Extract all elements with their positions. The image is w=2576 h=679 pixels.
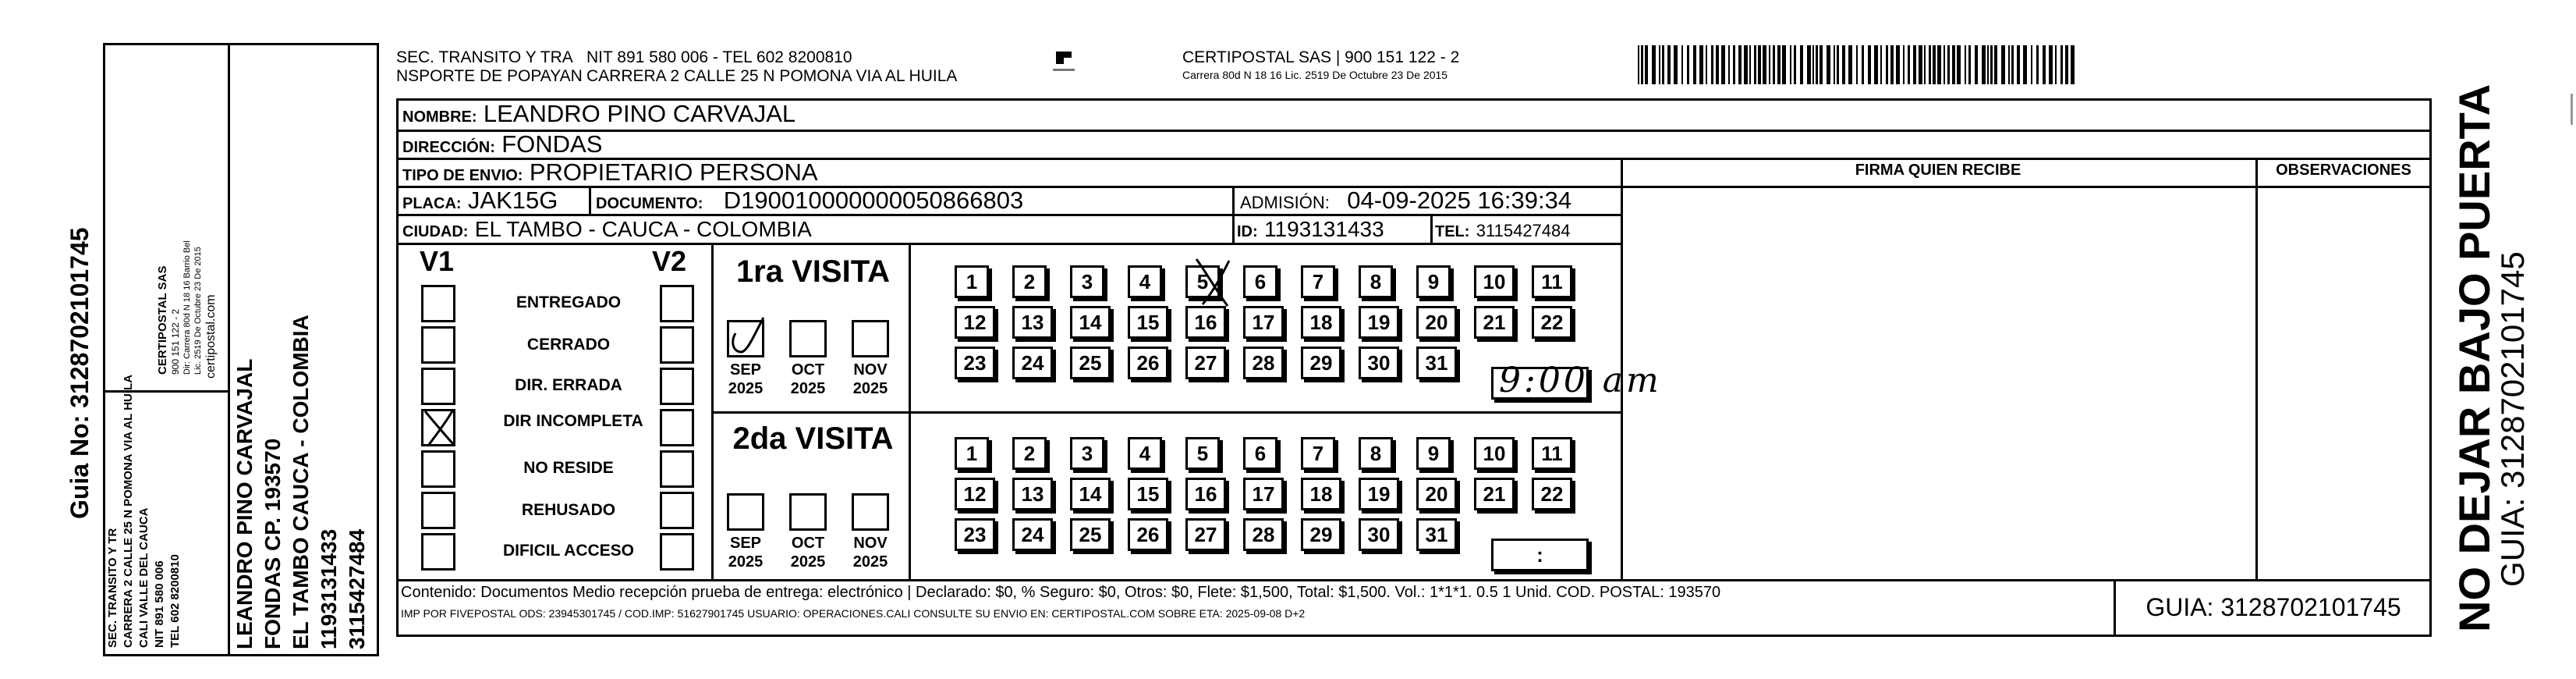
day-box-8[interactable]: 8 (1359, 437, 1393, 470)
placa-value: JAK15G (467, 187, 558, 214)
barcode-bar (1913, 45, 1916, 84)
first-month-label-oct: OCT 2025 (790, 361, 826, 397)
stub-guia-number: Guia No: 3128702101745 (66, 227, 94, 519)
v1-checkbox-cerrado[interactable] (421, 326, 455, 364)
barcode-bar (1862, 45, 1864, 84)
v1-checkbox-dir-incompleta[interactable] (421, 409, 455, 446)
day-box-17[interactable]: 17 (1243, 306, 1284, 339)
day-box-24[interactable]: 24 (1012, 347, 1053, 379)
status-label-rehusado: REHUSADO (521, 501, 616, 519)
barcode-bar (2011, 45, 2014, 84)
day-box-14[interactable]: 14 (1070, 306, 1111, 339)
v2-checkbox-dir-incompleta[interactable] (660, 409, 694, 446)
col-line (1232, 186, 1235, 215)
v2-checkbox-dificil-acceso[interactable] (660, 533, 694, 571)
row-line (396, 579, 2432, 581)
barcode-bar (1848, 45, 1852, 84)
certipostal-logo-icon (1051, 47, 1076, 78)
day-box-22[interactable]: 22 (1532, 306, 1572, 339)
direccion-value: FONDAS (501, 130, 603, 158)
barcode-bar (2008, 45, 2010, 84)
barcode-bar (1827, 45, 1830, 84)
status-label-no-reside: NO RESIDE (523, 459, 614, 477)
barcode-bar (1819, 45, 1823, 84)
second-month-label-sep: SEP 2025 (728, 535, 764, 571)
barcode-icon (1638, 45, 2075, 84)
stub-recipient-line: EL TAMBO CAUCA - COLOMBIA (289, 315, 313, 649)
col-line (2255, 158, 2258, 579)
v1-checkbox-dir-errada[interactable] (421, 368, 455, 405)
col-line (1232, 214, 1235, 243)
barcode-bar (1800, 45, 1803, 84)
id-value: 1193131433 (1264, 217, 1384, 241)
v2-checkbox-entregado[interactable] (660, 285, 694, 322)
day-box-21[interactable]: 21 (1474, 306, 1515, 339)
barcode-bar (2055, 45, 2057, 84)
id-row (1237, 215, 1384, 246)
first-visit-title: 1ra VISITA (735, 254, 891, 289)
barcode-bar (1782, 45, 1786, 84)
barcode-bar (1952, 45, 1955, 84)
barcode-bar (2031, 45, 2032, 84)
status-label-entregado: ENTREGADO (516, 293, 622, 311)
day-box-31[interactable]: 31 (1416, 347, 1457, 379)
barcode-bar (1937, 45, 1941, 84)
barcode-bar (1667, 45, 1671, 84)
barcode-bar (1706, 45, 1707, 84)
barcode-bar (2071, 45, 2075, 84)
v1-checkbox-no-reside[interactable] (421, 450, 455, 488)
barcode-bar (1965, 45, 1966, 84)
barcode-bar (2036, 45, 2039, 84)
day-box-1[interactable]: 1 (955, 265, 989, 298)
barcode-bar (1874, 45, 1878, 84)
day-box-18[interactable]: 18 (1301, 478, 1341, 510)
stub-recipient-line: LEANDRO PINO CARVAJAL (232, 358, 257, 649)
footer-line1: Contenido: Documentos Medio recepción prueba de entrega: electrónico | Declarado: $0, % Seguro: $0, Otros: $0, Flete: $1,500, Total: $1,500. Vol.: 1*1*1. 0.5 1 Unid. COD. POSTAL: 193570 (401, 584, 1721, 601)
barcode-bar (2043, 45, 2046, 84)
stub-divider (228, 43, 230, 656)
first-month-label-sep: SEP 2025 (728, 361, 764, 397)
second-month-box-oct[interactable] (789, 493, 827, 531)
day-box-23[interactable]: 23 (955, 518, 995, 551)
barcode-bar (1749, 45, 1751, 84)
tipo-row (402, 158, 818, 190)
barcode-bar (1681, 45, 1683, 84)
day-box-19[interactable]: 19 (1359, 306, 1399, 339)
barcode-bar (1777, 45, 1781, 84)
barcode-bar (1641, 45, 1643, 84)
stub-sender-line: NIT 891 580 006 (153, 560, 166, 648)
header-certi-line2: Carrera 80d N 18 16 Lic. 2519 De Octubre 23 De 2015 (1182, 69, 1448, 81)
day-box-7[interactable]: 7 (1301, 437, 1335, 470)
documento-value: D190010000000050866803 (723, 187, 1024, 214)
documento-row (596, 187, 1023, 218)
direccion-label: DIRECCIÓN: (402, 139, 495, 156)
day-box-18[interactable]: 18 (1301, 306, 1341, 339)
ciudad-row (402, 215, 812, 246)
day-box-19[interactable]: 19 (1359, 478, 1399, 510)
stub-web: certipostal.com (204, 294, 218, 379)
edge-mark (2571, 94, 2573, 125)
footer-line2: IMP POR FIVEPOSTAL ODS: 23945301745 / COD.IMP: 51627901745 USUARIO: OPERACIONES.CALI CONSULTE SU ENVIO EN: CERTIPOSTAL.COM SOBRE ETA: 2025-09-08 D+2 (401, 607, 1306, 620)
first-visit-handwritten-time: 9:00 am (1499, 361, 1662, 400)
header-sender-line1: SEC. TRANSITO Y TRA (396, 48, 573, 66)
day-box-12[interactable]: 12 (955, 306, 995, 339)
barcode-bar (1957, 45, 1961, 84)
barcode-bar (1990, 45, 1993, 84)
barcode-bar (1982, 45, 1986, 84)
day-box-6[interactable]: 6 (1243, 265, 1277, 298)
barcode-bar (1728, 45, 1730, 84)
barcode-bar (1790, 45, 1791, 84)
barcode-bar (1659, 45, 1660, 84)
barcode-bar (1890, 45, 1894, 84)
barcode-bar (1711, 45, 1713, 84)
tel-row (1435, 215, 1571, 246)
day-box-11[interactable]: 11 (1532, 437, 1572, 470)
day-box-8[interactable]: 8 (1359, 265, 1393, 298)
day-box-15[interactable]: 15 (1128, 478, 1168, 510)
handwritten-check-mark-icon (725, 313, 771, 360)
v2-label: V2 (652, 245, 687, 277)
barcode-bar (1693, 45, 1696, 84)
barcode-bar (1721, 45, 1725, 84)
placa-row (402, 187, 558, 218)
footer-guia: GUIA: 3128702101745 (2145, 593, 2401, 621)
stub-certi-line: CERTIPOSTAL SAS (156, 265, 169, 375)
tel-label: TEL: (1435, 223, 1470, 240)
barcode-bar (1662, 45, 1664, 84)
barcode-bar (1968, 45, 1971, 84)
day-box-23[interactable]: 23 (955, 347, 995, 379)
direccion-row (402, 130, 602, 162)
status-label-dificil-acceso: DIFICIL ACCESO (502, 542, 634, 560)
day-box-28[interactable]: 28 (1243, 347, 1284, 379)
day-box-31[interactable]: 31 (1416, 518, 1457, 551)
stub-sender-line: CARRERA 2 CALLE 25 N POMONA VIA AL HUILA (122, 374, 135, 648)
day-box-16[interactable]: 16 (1185, 306, 1226, 339)
barcode-bar (1645, 45, 1648, 84)
second-visit-title: 2da VISITA (732, 421, 894, 456)
visit-split (711, 411, 1621, 414)
barcode-bar (1674, 45, 1678, 84)
day-box-28[interactable]: 28 (1243, 518, 1284, 551)
barcode-bar (2049, 45, 2053, 84)
barcode-bar (1744, 45, 1748, 84)
barcode-bar (1837, 45, 1839, 84)
day-box-11[interactable]: 11 (1532, 265, 1572, 298)
tipo-value: PROPIETARIO PERSONA (529, 158, 818, 186)
first-month-box-nov[interactable] (852, 320, 889, 357)
stub-sender-line: SEC. TRANSITO Y TR (106, 528, 119, 648)
day-box-22[interactable]: 22 (1532, 478, 1572, 510)
barcode-bar (1842, 45, 1845, 84)
day-box-14[interactable]: 14 (1070, 478, 1111, 510)
barcode-bar (1652, 45, 1656, 84)
barcode-bar (1868, 45, 1871, 84)
barcode-bar (1758, 45, 1761, 84)
barcode-bar (1896, 45, 1900, 84)
barcode-bar (1773, 45, 1775, 84)
admision-row (1240, 187, 1571, 217)
admision-value: 04-09-2025 16:39:34 (1347, 187, 1572, 214)
second-visit-time-box[interactable]: : (1491, 539, 1589, 571)
day-box-9[interactable]: 9 (1416, 437, 1451, 470)
barcode-bar (1699, 45, 1703, 84)
tel-value: 3115427484 (1476, 221, 1571, 240)
barcode-bar (1944, 45, 1945, 84)
stub-certi-line: Lic. 2519 De Octubre 23 De 2015 (193, 247, 203, 375)
day-box-5[interactable]: 5 (1185, 265, 1220, 298)
barcode-bar (1733, 45, 1735, 84)
handwritten-x-mark-icon (420, 407, 459, 449)
id-label: ID: (1237, 223, 1258, 240)
barcode-bar (1947, 45, 1950, 84)
first-month-box-sep[interactable] (727, 320, 764, 357)
day-box-3[interactable]: 3 (1070, 265, 1104, 298)
first-month-box-oct[interactable] (789, 320, 827, 357)
day-box-24[interactable]: 24 (1012, 518, 1053, 551)
first-month-label-nov: NOV 2025 (852, 361, 888, 397)
day-box-7[interactable]: 7 (1301, 265, 1335, 298)
day-box-12[interactable]: 12 (955, 478, 995, 510)
stub-certi-line: Dir: Carrera 80d N 18 16 Barrio Bel (182, 240, 192, 375)
handwritten-day-x-mark-icon (1192, 254, 1232, 309)
nombre-value: LEANDRO PINO CARVAJAL (483, 100, 796, 127)
day-box-13[interactable]: 13 (1012, 306, 1053, 339)
ciudad-label: CIUDAD: (402, 223, 469, 240)
day-box-20[interactable]: 20 (1416, 478, 1457, 510)
day-box-21[interactable]: 21 (1474, 478, 1515, 510)
v2-checkbox-no-reside[interactable] (660, 450, 694, 488)
day-box-29[interactable]: 29 (1301, 347, 1341, 379)
day-box-13[interactable]: 13 (1012, 478, 1053, 510)
barcode-bar (1924, 45, 1926, 84)
barcode-bar (1933, 45, 1936, 84)
day-box-6[interactable]: 6 (1243, 437, 1277, 470)
day-box-15[interactable]: 15 (1128, 306, 1168, 339)
barcode-bar (1975, 45, 1978, 84)
day-box-30[interactable]: 30 (1359, 518, 1399, 551)
header-nit-line1: NIT 891 580 006 - TEL 602 8200810 (586, 48, 852, 66)
barcode-bar (1856, 45, 1858, 84)
day-box-4[interactable]: 4 (1128, 437, 1162, 470)
stub-recipient-line: 1193131433 (317, 528, 341, 649)
status-label-cerrado: CERRADO (526, 336, 611, 354)
day-box-10[interactable]: 10 (1474, 437, 1515, 470)
day-box-10[interactable]: 10 (1474, 265, 1515, 298)
barcode-bar (1716, 45, 1719, 84)
placa-label: PLACA: (402, 195, 462, 212)
barcode-bar (1807, 45, 1811, 84)
barcode-bar (2001, 45, 2005, 84)
barcode-bar (1638, 45, 1639, 84)
barcode-bar (2023, 45, 2027, 84)
barcode-bar (2065, 45, 2068, 84)
barcode-bar (1903, 45, 1905, 84)
v1-checkbox-rehusado[interactable] (421, 492, 455, 529)
barcode-bar (1763, 45, 1766, 84)
stub-certi-line: 900 151 122 - 2 (170, 308, 181, 375)
barcode-bar (2017, 45, 2020, 84)
v2-checkbox-rehusado[interactable] (660, 492, 694, 529)
admision-label: ADMISIÓN: (1240, 193, 1330, 212)
day-box-25[interactable]: 25 (1070, 347, 1111, 379)
status-label-dir-errada: DIR. ERRADA (515, 376, 622, 394)
barcode-bar (1994, 45, 1997, 84)
second-month-label-nov: NOV 2025 (852, 535, 888, 571)
stub-sender-line: CALI VALLE DEL CAUCA (137, 507, 151, 648)
day-box-20[interactable]: 20 (1416, 306, 1457, 339)
day-box-26[interactable]: 26 (1128, 518, 1168, 551)
barcode-bar (1794, 45, 1796, 84)
day-box-2[interactable]: 2 (1012, 265, 1047, 298)
side-guia-number: GUIA: 3128702101745 (2494, 251, 2531, 587)
side-no-dejar-bajo-puerta: NO DEJAR BAJO PUERTA (2450, 84, 2499, 632)
barcode-bar (1908, 45, 1910, 84)
tipo-label: TIPO DE ENVIO: (402, 167, 523, 184)
barcode-bar (1929, 45, 1931, 84)
stub-sender-line: TEL 602 8200810 (168, 554, 182, 648)
ciudad-value: EL TAMBO - CAUCA - COLOMBIA (474, 217, 812, 241)
second-month-label-oct: OCT 2025 (790, 535, 826, 571)
day-box-27[interactable]: 27 (1185, 518, 1226, 551)
day-box-2[interactable]: 2 (1012, 437, 1047, 470)
header-sender-line2: NSPORTE DE POPAYAN (396, 67, 583, 85)
day-box-1[interactable]: 1 (955, 437, 989, 470)
day-box-27[interactable]: 27 (1185, 347, 1226, 379)
day-box-30[interactable]: 30 (1359, 347, 1399, 379)
barcode-bar (2060, 45, 2063, 84)
v1-checkbox-dificil-acceso[interactable] (421, 533, 455, 571)
col-line (1430, 214, 1433, 243)
barcode-bar (1834, 45, 1835, 84)
day-box-5[interactable]: 5 (1185, 437, 1220, 470)
nombre-label: NOMBRE: (402, 108, 477, 126)
day-box-17[interactable]: 17 (1243, 478, 1284, 510)
second-month-box-nov[interactable] (852, 493, 889, 531)
row-line (1621, 186, 2432, 188)
v2-checkbox-dir-errada[interactable] (660, 368, 694, 405)
stub-recipient-line: FONDAS CP. 193570 (260, 438, 285, 649)
header-certi-line1: CERTIPOSTAL SAS | 900 151 122 - 2 (1182, 48, 1460, 66)
stub-recipient-line: 3115427484 (345, 528, 369, 649)
day-box-3[interactable]: 3 (1070, 437, 1104, 470)
barcode-bar (1880, 45, 1882, 84)
barcode-bar (1919, 45, 1922, 84)
barcode-bar (1886, 45, 1888, 84)
barcode-bar (1687, 45, 1689, 84)
status-label-dir-incompleta: DIR INCOMPLETA (503, 412, 643, 430)
barcode-bar (1769, 45, 1770, 84)
v1-label: V1 (420, 245, 455, 277)
barcode-bar (1754, 45, 1756, 84)
day-box-9[interactable]: 9 (1416, 265, 1451, 298)
day-box-29[interactable]: 29 (1301, 518, 1341, 551)
barcode-bar (1816, 45, 1818, 84)
day-box-26[interactable]: 26 (1128, 347, 1168, 379)
v2-checkbox-cerrado[interactable] (660, 326, 694, 364)
day-box-4[interactable]: 4 (1128, 265, 1162, 298)
barcode-bar (1987, 45, 1989, 84)
observaciones-label: OBSERVACIONES (2276, 162, 2411, 179)
barcode-bar (1738, 45, 1742, 84)
documento-label: DOCUMENTO: (596, 195, 703, 212)
day-box-25[interactable]: 25 (1070, 518, 1111, 551)
nombre-row (402, 100, 795, 131)
second-month-box-sep[interactable] (727, 493, 764, 531)
barcode-bar (1812, 45, 1814, 84)
col-line (589, 186, 591, 215)
firma-label: FIRMA QUIEN RECIBE (1855, 162, 2021, 179)
day-box-16[interactable]: 16 (1185, 478, 1226, 510)
v1-checkbox-entregado[interactable] (421, 285, 455, 322)
header-nit-line2: CARRERA 2 CALLE 25 N POMONA VIA AL HUILA (586, 67, 958, 85)
